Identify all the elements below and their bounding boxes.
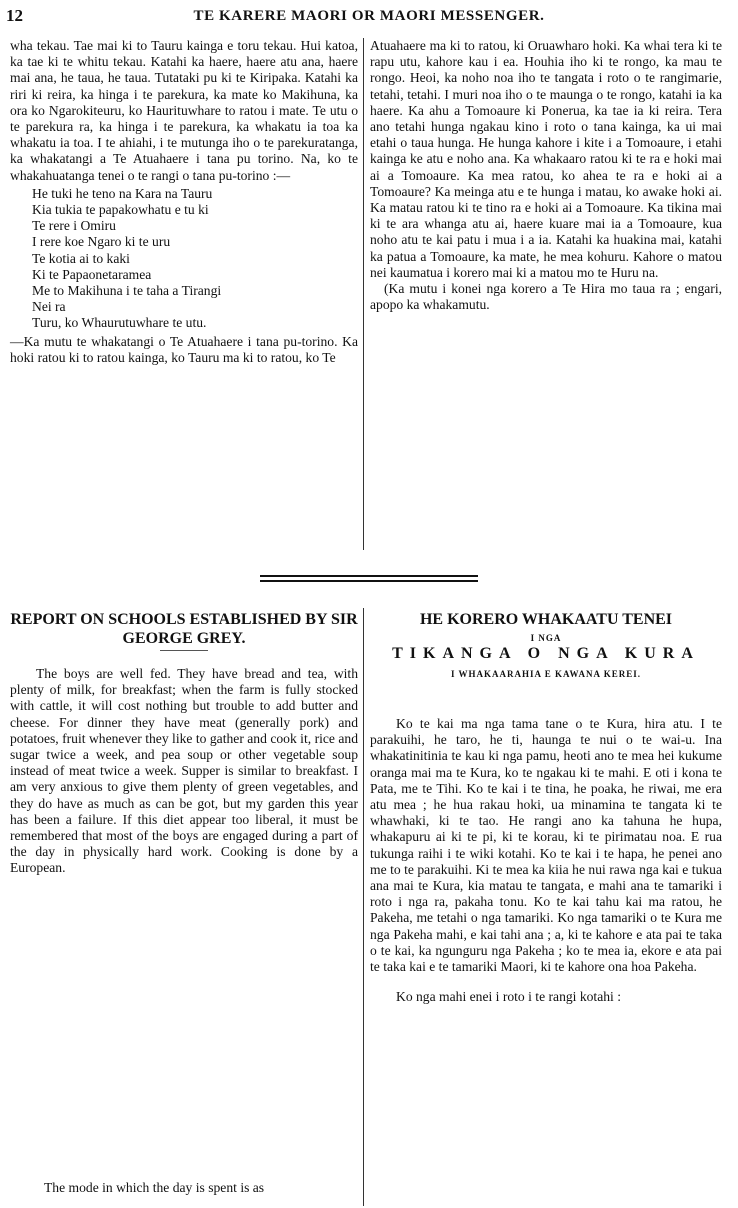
- section-rule-upper: [260, 575, 478, 577]
- verse-line: Me to Makihuna i te taha a Tirangi: [32, 283, 222, 299]
- report-heading: REPORT ON SCHOOLS ESTABLISHED BY SIR GEORGE GREY.: [10, 611, 358, 647]
- verse-line: Te kotia ai to kaki: [32, 250, 130, 266]
- verse-line: Kia tukia te papakowhatu e tu ki: [32, 202, 209, 218]
- korero-subheading-main: TIKANGA O NGA KURA: [392, 645, 700, 662]
- verse-line: He tuki he teno na Kara na Tauru: [32, 185, 213, 201]
- korero-subheading-attribution: I WHAKAARAHIA E KAWANA KEREI.: [450, 669, 642, 679]
- report-last-line: The mode in which the day is spent is as: [44, 1180, 265, 1195]
- story-column-right: [370, 38, 722, 313]
- column-divider-bottom: [363, 608, 364, 1206]
- column-divider-top: [363, 38, 364, 550]
- page-header: [6, 4, 732, 34]
- heading-rule: [160, 650, 208, 651]
- masthead-title: TE KARERE MAORI OR MAORI MESSENGER.: [193, 8, 545, 24]
- korero-column: [370, 716, 722, 1005]
- section-rule-lower: [260, 580, 478, 582]
- verse-line: Te rere i Omiru: [32, 218, 116, 234]
- story-column-left: [10, 38, 358, 366]
- korero-subheading-connector: I NGA: [530, 633, 562, 643]
- korero-body: Ko te kai ma nga tama tane o te Kura, hira atu. I te parakuihi, he taro, he ti, haunga te nui o te wai-u. Ina whakatinitinia te kau ki nga pamu, heoti ano te mea hei kukume oranga mai ma te Kura, ko te ngakau ki te mahi. E oti i kona te Pata, me te Tihi. Ko te kai i te tina, he poaka, he riwai, me era atu mea ; he hua rakau hoki, ua minamina te tangata ki te whawhaki, ki te tao. He rangi ano ka tahuna he hupa, whakapuru ai ki te pi, ki te korau, ki te pirimatau noa. E rua tukunga raihi i te wiki kotahi. Ko te kai i te hapa, he penei ano me to te parakuihi. Ki te mea ka kiia he nui rawa nga kai e tukua ana mai te Kura, kia matau te tangata, e mahi ana te tamariki i roto i nga ra, pakaha tonu. Ko te kai tahu kai ma ratou, he Pakeha, me tetahi o nga tamariki. Ko nga tamariki o te Kura me nga Pakeha mahi, e kai tahi ana ; a, ki te kahore e ata pai te taka o te kai, ka ngunguru nga Pakeha ; ko te mea ia, ekore e ata pai te taka kai e te tamariki Maori, ki te kahore ona hoa Pakeha.: [370, 716, 722, 975]
- korero-heading-block: [370, 610, 722, 679]
- verse-line: Turu, ko Whaurutuwhare te utu.: [32, 315, 207, 331]
- song-verse: [32, 186, 358, 332]
- report-column: [10, 666, 358, 877]
- verse-line: Nei ra: [32, 299, 66, 315]
- story-closing-note: (Ka mutu i konei nga korero a Te Hira mo taua ra ; engari, apopo ka whakamutu.: [370, 281, 722, 313]
- report-body: The boys are well fed. They have bread and tea, with plenty of milk, for breakfast; when the farm is fully stocked with cattle, it will cost nothing but trouble to add butter and cheese. For dinner they have meat (generally pork) and potatoes, fruit whenever they like to gather and cook it, rice and sugar twice a week, and pea soup or other vegetable soup instead of meat twice a week. Supper is similar to breakfast. I am very anxious to give them plenty of green vegetables, and they do have as much as can be got, but my garden this year has been a failure. If this diet appear too liberal, it must be remembered that most of the boys are engaged during a part of the day in physically hard work. Cooking is done by a European.: [10, 666, 358, 876]
- story-intro: wha tekau. Tae mai ki to Tauru kainga e toru tekau. Hui katoa, ka tae ki te whitu tekau. Katahi ka haere, haere atu ana, haere mai ana, he taua, he taua. Tutataki pu ki te Kiripaka. Katahi ka riri ki reira, ka hinga i te parekura, ka mate ko Makihuna, ka ora ko Ngarokiteuru, ko Haurituwhare to ratou i mate. Te utu o te parekura ra, ka hinga i te parekura, ka whakatu ia toa ka whakatu ia toa. I te ahiahi, i te mutunga iho o te parekuratanga, ka whakatangi a Te Atuahaere i tana pu torino. Na, ko te whakahuatanga tenei o te rangi o tana pu-torino :—: [10, 38, 358, 183]
- korero-last-line: Ko nga mahi enei i roto i te rangi kotahi :: [396, 989, 621, 1005]
- page-number: 12: [6, 6, 23, 25]
- verse-line: I rere koe Ngaro ki te uru: [32, 234, 171, 250]
- verse-line: Ki te Papaonetaramea: [32, 266, 152, 282]
- story-continuation: Atuahaere ma ki to ratou, ki Oruawharo hoki. Ka whai tera ki te rapu utu, kahore kau i ea. Houhia iho ki te rongo, ka mau te rongo. Heoi, ka noho noa iho te tangata i roto o te rangimarie, tetahi, tetahi. I muri noa iho o te maunga o te rongo, katahi ia ka haere. Ka ahu a Tomoaure ki Ponerua, ka tae ia ki reira. Tera ano tetahi hunga ngakau kino i roto o tana kainga, ka ui mai etahi o taua hunga. He hunga kahore i kite i a Tomoaure, i etahi kainga ke atu e noho ana. Ka whakaaro ratou ki te ra e hoki mai ai a Tomoaure. Ka mea ratou, ko ahea te ra e hoki ai a Tomoaure? Ka meinga atu e te hunga i matau, ko awake hoki ai. Ka matau ratou ki te tino ra e hoki ai a Tomoaure. Ka tikina mai ki te ara whanga atu ai, haere kuare mai ia a Tomoaure, kua noho atu te kai patu i mua i a ia. Katahi ka huakina mai, katahi ka patua a Tomoaure, ka mate, he mea kohuru. Kahore o matou nei kaumatua i korero mai ki a matou mo te Huru na.: [370, 38, 722, 280]
- story-outro: —Ka mutu te whakatangi o Te Atuahaere i tana pu-torino. Ka hoki ratou ki to ratou kainga, ko Tauru ma ki to ratou, ko Te: [10, 333, 358, 365]
- korero-heading: HE KORERO WHAKAATU TENEI: [419, 611, 673, 628]
